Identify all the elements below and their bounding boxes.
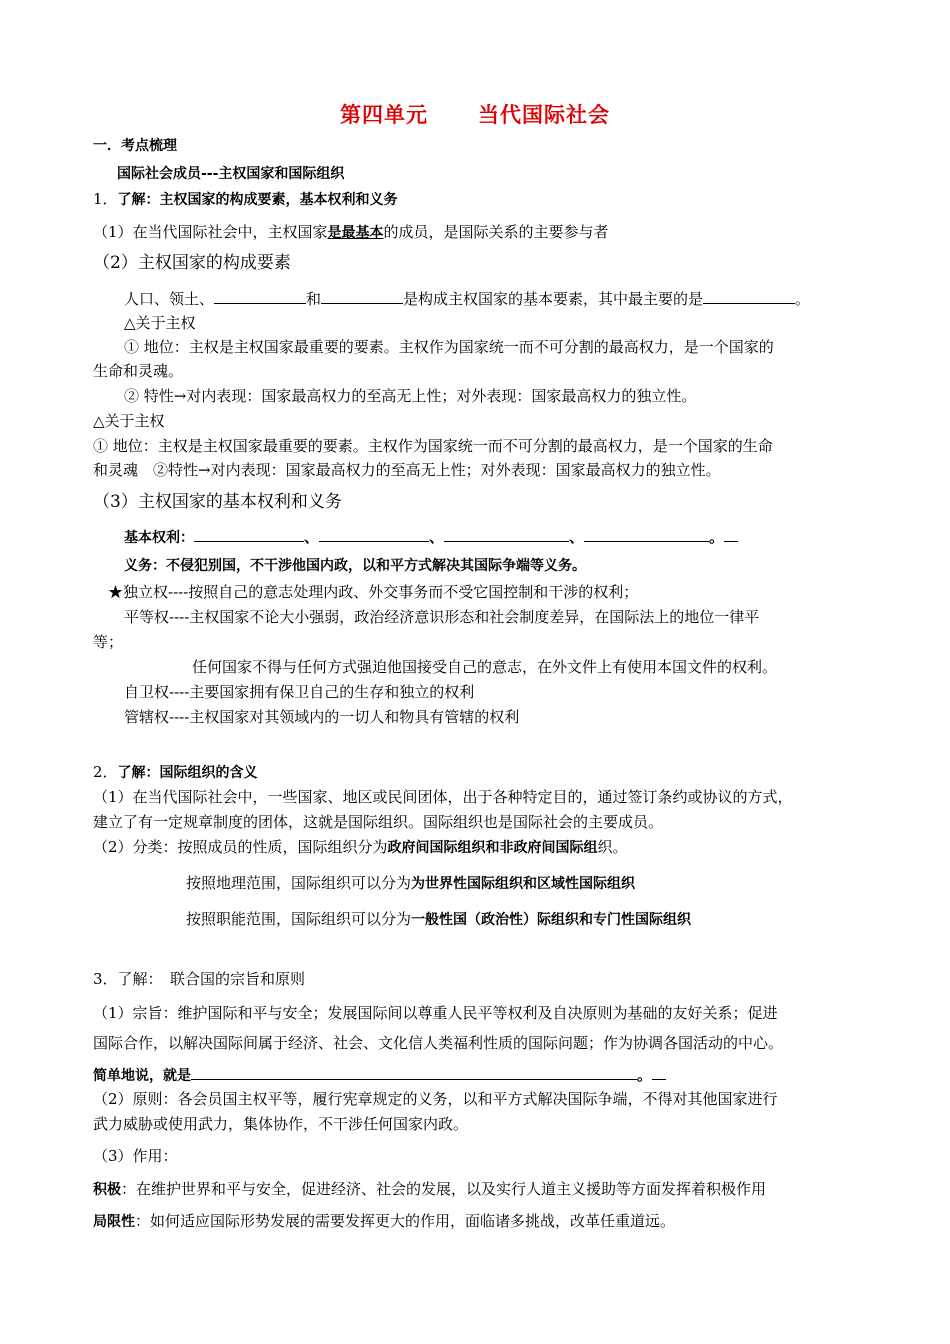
about-sovereignty-2: △关于主权 <box>93 412 165 430</box>
fill-blank[interactable] <box>214 288 306 304</box>
title-unit: 第四单元 <box>340 103 428 127</box>
fill-blank[interactable] <box>191 1064 637 1080</box>
right-self-defense: 自卫权----主要国家拥有保卫自己的生存和独立的权利 <box>124 683 475 701</box>
sovereignty2-line1: ① 地位：主权是主权国家最重要的要素。主权作为国家统一而不可分割的最高权力，是一个国家的生命 <box>93 437 773 455</box>
about-sovereignty-1: △关于主权 <box>124 314 196 332</box>
item1-heading: 1．了解：主权国家的构成要素，基本权利和义务 <box>93 190 398 208</box>
section-subheading: 国际社会成员---主权国家和国际组织 <box>117 166 345 182</box>
item3-role: （3）作用： <box>93 1147 178 1165</box>
item2-functional: 按照职能范围，国际组织可以分为一般性国（政治性）际组织和专门性国际组织 <box>186 910 692 928</box>
item3-heading: 3．了解： 联合国的宗旨和原则 <box>93 970 306 988</box>
duties-line: 义务：不侵犯别国，不干涉他国内政，以和平方式解决其国际争端等义务。 <box>124 558 586 574</box>
title-topic: 当代国际社会 <box>478 103 610 127</box>
item2-p1-line2: 建立了有一定规章制度的团体，这就是国际组织。国际组织也是国际社会的主要成员。 <box>93 813 664 831</box>
fill-blank[interactable] <box>194 526 304 542</box>
item2-classification: （2）分类：按照成员的性质，国际组织分为政府间国际组织和非政府间国际组织。 <box>93 838 628 856</box>
basic-rights-line: 基本权利： 、 、 、 。 <box>124 526 738 548</box>
item1-paragraph1: （1）在当代国际社会中，主权国家是最基本的成员，是国际关系的主要参与者 <box>93 223 609 241</box>
item3-principle-line1: （2）原则：各会员国主权平等，履行宪章规定的义务，以和平方式解决国际争端，不得对其他国家进行 <box>93 1090 778 1108</box>
item3-principle-line2: 武力威胁或使用武力，集体协作，不干涉任何国家内政。 <box>93 1115 469 1133</box>
page-title <box>0 99 950 129</box>
item3-simply-put: 简单地说，就是 。 <box>93 1064 666 1086</box>
sovereignty-position-line1: ① 地位：主权是主权国家最重要的要素。主权作为国家统一而不可分割的最高权力，是一个国家的 <box>124 338 774 356</box>
fill-blank[interactable] <box>444 526 569 542</box>
item3-purpose-line1: （1）宗旨：维护国际和平与安全；发展国际间以尊重人民平等权利及自决原则为基础的友好关系；促进 <box>93 1004 778 1022</box>
item2-heading: 2．了解：国际组织的含义 <box>93 763 258 781</box>
fill-blank[interactable] <box>319 526 429 542</box>
fill-blank[interactable] <box>321 288 403 304</box>
sovereignty2-line2: 和灵魂 ②特性→对内表现：国家最高权力的至高无上性；对外表现：国家最高权力的独立性。 <box>93 461 721 479</box>
fill-blank[interactable] <box>703 288 795 304</box>
right-independence: ★独立权----按照自己的意志处理内政、外交事务而不受它国控制和干涉的权利； <box>108 583 639 601</box>
item2-geographic: 按照地理范围，国际组织可以分为为世界性国际组织和区域性国际组织 <box>186 874 636 892</box>
right-equality-line3: 任何国家不得与任何方式强迫他国接受自己的意志，在外文件上有使用本国文件的权利。 <box>192 658 778 676</box>
right-jurisdiction: 管辖权----主权国家对其领域内的一切人和物具有管辖的权利 <box>124 708 520 726</box>
item1-paragraph3: （3）主权国家的基本权利和义务 <box>93 492 342 512</box>
item3-limitation: 局限性：如何适应国际形势发展的需要发挥更大的作用，面临诸多挑战，改革任重道远。 <box>93 1212 676 1230</box>
sovereignty-characteristics: ② 特性→对内表现：国家最高权力的至高无上性；对外表现：国家最高权力的独立性。 <box>124 387 697 405</box>
elements-sentence: 人口、领土、 和 是构成主权国家的基本要素，其中最主要的是 。 <box>124 290 811 308</box>
sovereignty-position-line2: 生命和灵魂。 <box>93 362 184 380</box>
right-equality-line1: 平等权----主权国家不论大小强弱，政治经济意识形态和社会制度差异，在国际法上的地位一律平 <box>124 608 760 626</box>
item3-positive: 积极：在维护世界和平与安全，促进经济、社会的发展，以及实行人道主义援助等方面发挥着积极作用 <box>93 1180 767 1198</box>
fill-blank[interactable] <box>584 526 709 542</box>
item1-paragraph2: （2）主权国家的构成要素 <box>93 253 291 273</box>
item3-purpose-line2: 国际合作，以解决国际间属于经济、社会、文化信人类福利性质的国际问题；作为协调各国活动的中心。 <box>93 1034 784 1052</box>
section-heading: 一．考点梳理 <box>93 138 177 154</box>
item2-p1-line1: （1）在当代国际社会中，一些国家、地区或民间团体，出于各种特定目的，通过签订条约或协议的方式， <box>93 788 793 806</box>
right-equality-line2: 等； <box>93 633 124 651</box>
